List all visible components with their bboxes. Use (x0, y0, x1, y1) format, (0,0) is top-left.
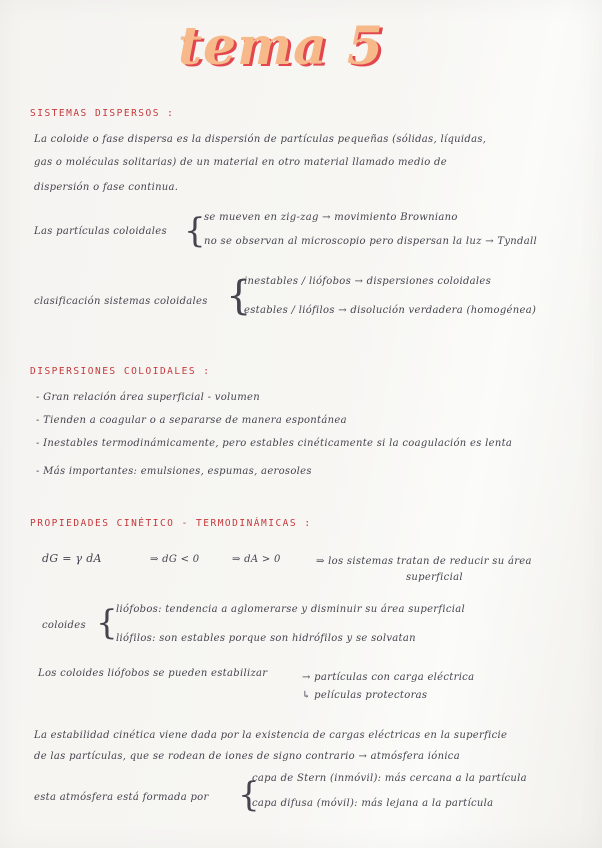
coloides-label: coloides (42, 620, 86, 631)
list-item: - Gran relación área superficial - volumen (36, 392, 261, 403)
classification-label: clasificación sistemas coloidales (34, 296, 208, 307)
formula-implication-3b: superficial (406, 572, 463, 583)
list-item: - Inestables termodinámicamente, pero estables cinéticamente si la coagulación es lenta (36, 438, 513, 449)
particles-item-a: se mueven en zig-zag → movimiento Browniano (204, 212, 458, 223)
atmosphere-item-a: capa de Stern (inmóvil): más cercana a la partícula (252, 773, 527, 784)
coloides-item-a: liófobos: tendencia a aglomerarse y disminuir su área superficial (116, 604, 466, 615)
brace-icon: { (226, 273, 252, 319)
kinetic-line-1: La estabilidad cinética viene dada por la existencia de cargas eléctricas en la superficie (34, 730, 508, 741)
heading-sistemas-dispersos: SISTEMAS DISPERSOS : (30, 108, 175, 119)
definition-line-2: gas o moléculas solitarias) de un material en otro material llamado medio de (34, 157, 447, 168)
brace-icon: { (238, 775, 260, 815)
formula: dG = γ dA (42, 552, 102, 565)
list-item: - Tienden a coagular o a separarse de manera espontánea (36, 415, 347, 426)
classification-item-a: inestables / liófobos → dispersiones coloidales (244, 276, 492, 287)
stabilize-label: Los coloides liófobos se pueden estabilizar (38, 668, 268, 679)
list-item: - Más importantes: emulsiones, espumas, aerosoles (36, 466, 312, 477)
brace-icon: { (184, 211, 206, 251)
particles-label: Las partículas coloidales (34, 226, 167, 237)
coloides-item-b: liófilos: son estables porque son hidrófilos y se solvatan (116, 633, 416, 644)
definition-line-1: La coloide o fase dispersa es la dispersión de partículas pequeñas (sólidas, líquidas, (34, 134, 487, 145)
brace-icon: { (96, 603, 118, 643)
definition-line-3: dispersión o fase continua. (34, 182, 179, 193)
heading-propiedades: PROPIEDADES CINÉTICO - TERMODINÁMICAS : (30, 518, 312, 529)
stabilize-item-b: ↳ películas protectoras (302, 690, 428, 701)
page-title: tema 5 (178, 16, 385, 77)
particles-item-b: no se observan al microscopio pero dispersan la luz → Tyndall (204, 236, 537, 247)
formula-implication-2: ⇒ dA > 0 (232, 554, 281, 565)
formula-implication-1: ⇒ dG < 0 (150, 554, 200, 565)
kinetic-line-2: de las partículas, que se rodean de iones de signo contrario → atmósfera iónica (34, 751, 460, 762)
atmosphere-label: esta atmósfera está formada por (34, 792, 209, 803)
classification-item-b: estables / liófilos → disolución verdadera (homogénea) (244, 305, 537, 316)
stabilize-item-a: → partículas con carga eléctrica (302, 672, 475, 683)
formula-implication-3: ⇒ los sistemas tratan de reducir su área (316, 556, 532, 567)
heading-dispersiones-coloidales: DISPERSIONES COLOIDALES : (30, 366, 211, 377)
atmosphere-item-b: capa difusa (móvil): más lejana a la partícula (252, 798, 494, 809)
